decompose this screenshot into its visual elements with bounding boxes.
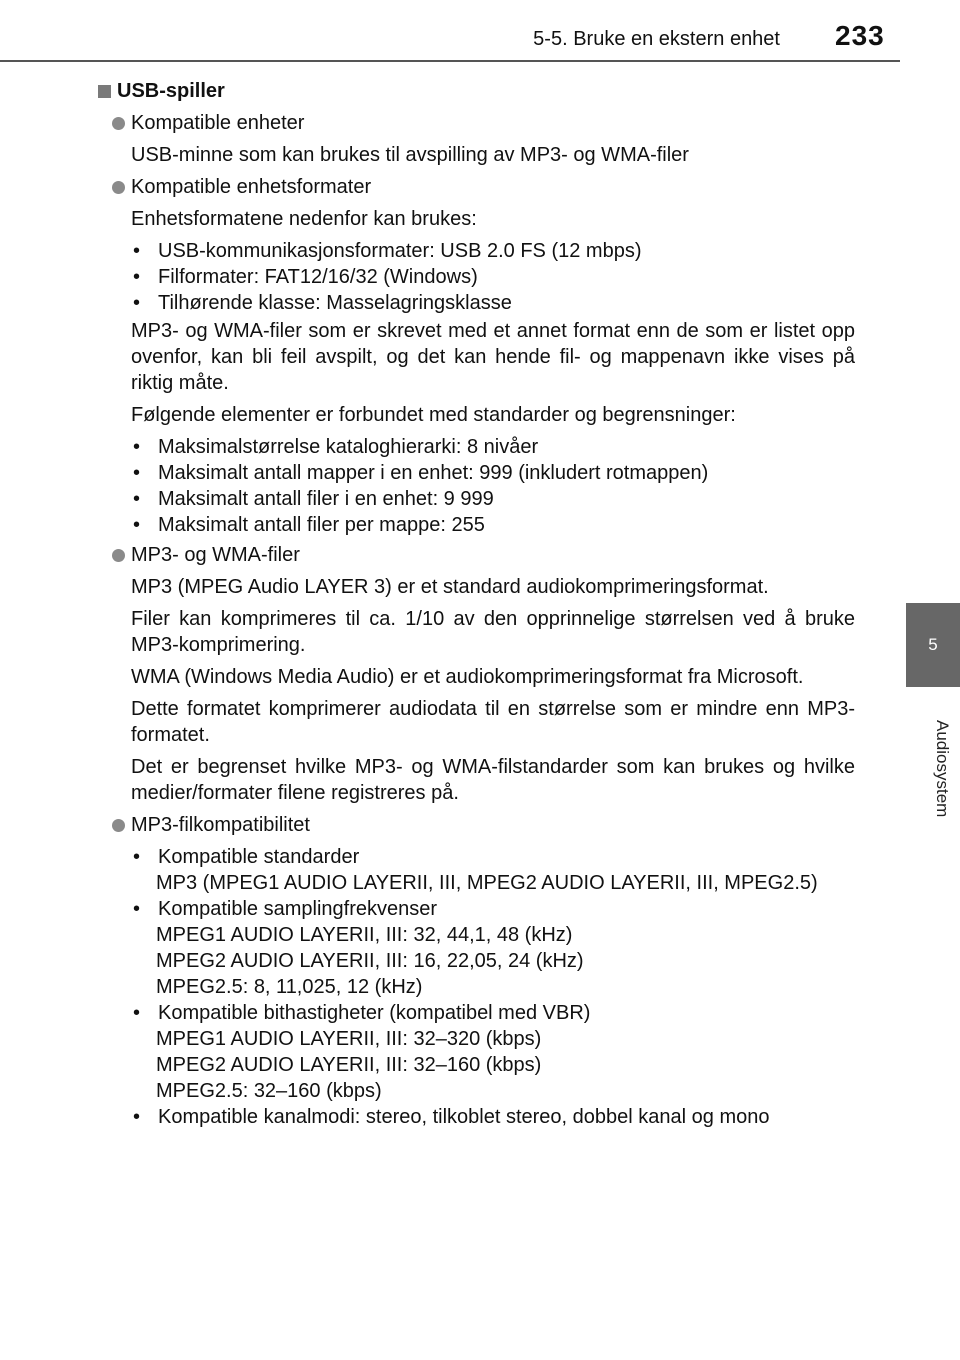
list-item: • Maksimalt antall mapper i en enhet: 999 (inkludert rotmappen)	[133, 462, 709, 484]
bullet-mark: •	[133, 1002, 141, 1024]
list-subline: MP3 (MPEG1 AUDIO LAYERII, III, MPEG2 AUDIO LAYERII, III, MPEG2.5)	[156, 872, 818, 894]
bullet-list	[98, 434, 855, 538]
bullet-mark: •	[133, 462, 141, 484]
list-item: • Kompatible standarder	[133, 846, 360, 868]
list-subline: MPEG1 AUDIO LAYERII, III: 32, 44,1, 48 (kHz)	[156, 924, 573, 946]
paragraph: Enhetsformatene nedenfor kan brukes:	[131, 208, 477, 230]
bullet-list	[98, 844, 855, 1130]
topic-title: Kompatible enhetsformater	[131, 176, 372, 198]
list-subline: MPEG2 AUDIO LAYERII, III: 16, 22,05, 24 (kHz)	[156, 950, 584, 972]
list-item: • Maksimalt antall filer i en enhet: 9 999	[133, 488, 494, 510]
list-subline: MPEG2 AUDIO LAYERII, III: 32–160 (kbps)	[156, 1054, 542, 1076]
bullet-mark: •	[133, 240, 141, 262]
page-number: 233	[835, 20, 885, 51]
bullet-mark: •	[133, 488, 141, 510]
paragraph: Dette formatet komprimerer audiodata til en størrelse som er mindre enn MP3-formatet.	[131, 698, 855, 746]
side-tab-top	[906, 0, 960, 604]
paragraph: USB-minne som kan brukes til avspilling av MP3- og WMA-filer	[131, 144, 689, 166]
paragraph: WMA (Windows Media Audio) er et audiokomprimeringsformat fra Microsoft.	[131, 666, 804, 688]
page-content	[98, 78, 855, 1132]
header-rule	[0, 60, 900, 62]
list-item: • USB-kommunikasjonsformater: USB 2.0 FS (12 mbps)	[133, 240, 642, 262]
bullet-mark: •	[133, 292, 141, 314]
list-item: • Filformater: FAT12/16/32 (Windows)	[133, 266, 478, 288]
topic-heading	[98, 174, 855, 200]
paragraph: MP3 (MPEG Audio LAYER 3) er et standard audiokomprimeringsformat.	[131, 576, 769, 598]
bullet-mark: •	[133, 846, 141, 868]
list-subline: MPEG2.5: 8, 11,025, 12 (kHz)	[156, 976, 423, 998]
list-item: • Maksimalt antall filer per mappe: 255	[133, 514, 485, 536]
chapter-label: Audiosystem	[933, 720, 952, 818]
section-heading	[98, 78, 855, 104]
topic-title: MP3- og WMA-filer	[131, 544, 300, 566]
bullet-mark: •	[133, 514, 141, 536]
paragraph: Følgende elementer er forbundet med standarder og begrensninger:	[131, 404, 736, 426]
topic-heading	[98, 812, 855, 838]
list-item: • Maksimalstørrelse kataloghierarki: 8 nivåer	[133, 436, 539, 458]
paragraph: MP3- og WMA-filer som er skrevet med et annet format enn de som er listet opp ovenfor, kan bli feil avspilt, og det kan hende fil- og mappenavn ikke vises på riktig måte.	[131, 320, 855, 394]
chapter-number-tab: 5	[906, 603, 960, 687]
circle-bullet-icon	[112, 549, 125, 562]
list-subline: MPEG1 AUDIO LAYERII, III: 32–320 (kbps)	[156, 1028, 542, 1050]
topic-heading	[98, 542, 855, 568]
list-item: • Tilhørende klasse: Masselagringsklasse	[133, 292, 512, 314]
list-item: • Kompatible bithastigheter (kompatibel med VBR)	[133, 1002, 591, 1024]
bullet-list	[98, 238, 855, 316]
paragraph: Det er begrenset hvilke MP3- og WMA-filstandarder som kan brukes og hvilke medier/formater filene registreres på.	[131, 756, 855, 804]
section-title: USB-spiller	[117, 80, 225, 102]
bullet-mark: •	[133, 898, 141, 920]
circle-bullet-icon	[112, 117, 125, 130]
topic-title: Kompatible enheter	[131, 112, 305, 134]
bullet-mark: •	[133, 1106, 141, 1128]
list-subline: MPEG2.5: 32–160 (kbps)	[156, 1080, 382, 1102]
list-item: • Kompatible kanalmodi: stereo, tilkoblet stereo, dobbel kanal og mono	[133, 1106, 770, 1128]
circle-bullet-icon	[112, 181, 125, 194]
running-header-title: 5-5. Bruke en ekstern enhet	[533, 28, 780, 50]
bullet-mark: •	[133, 436, 141, 458]
paragraph: Filer kan komprimeres til ca. 1/10 av den opprinnelige størrelsen ved å bruke MP3-komprimering.	[131, 608, 855, 656]
square-bullet-icon	[98, 85, 111, 98]
topic-title: MP3-filkompatibilitet	[131, 814, 310, 836]
list-item: • Kompatible samplingfrekvenser	[133, 898, 438, 920]
bullet-mark: •	[133, 266, 141, 288]
circle-bullet-icon	[112, 819, 125, 832]
topic-heading	[98, 110, 855, 136]
